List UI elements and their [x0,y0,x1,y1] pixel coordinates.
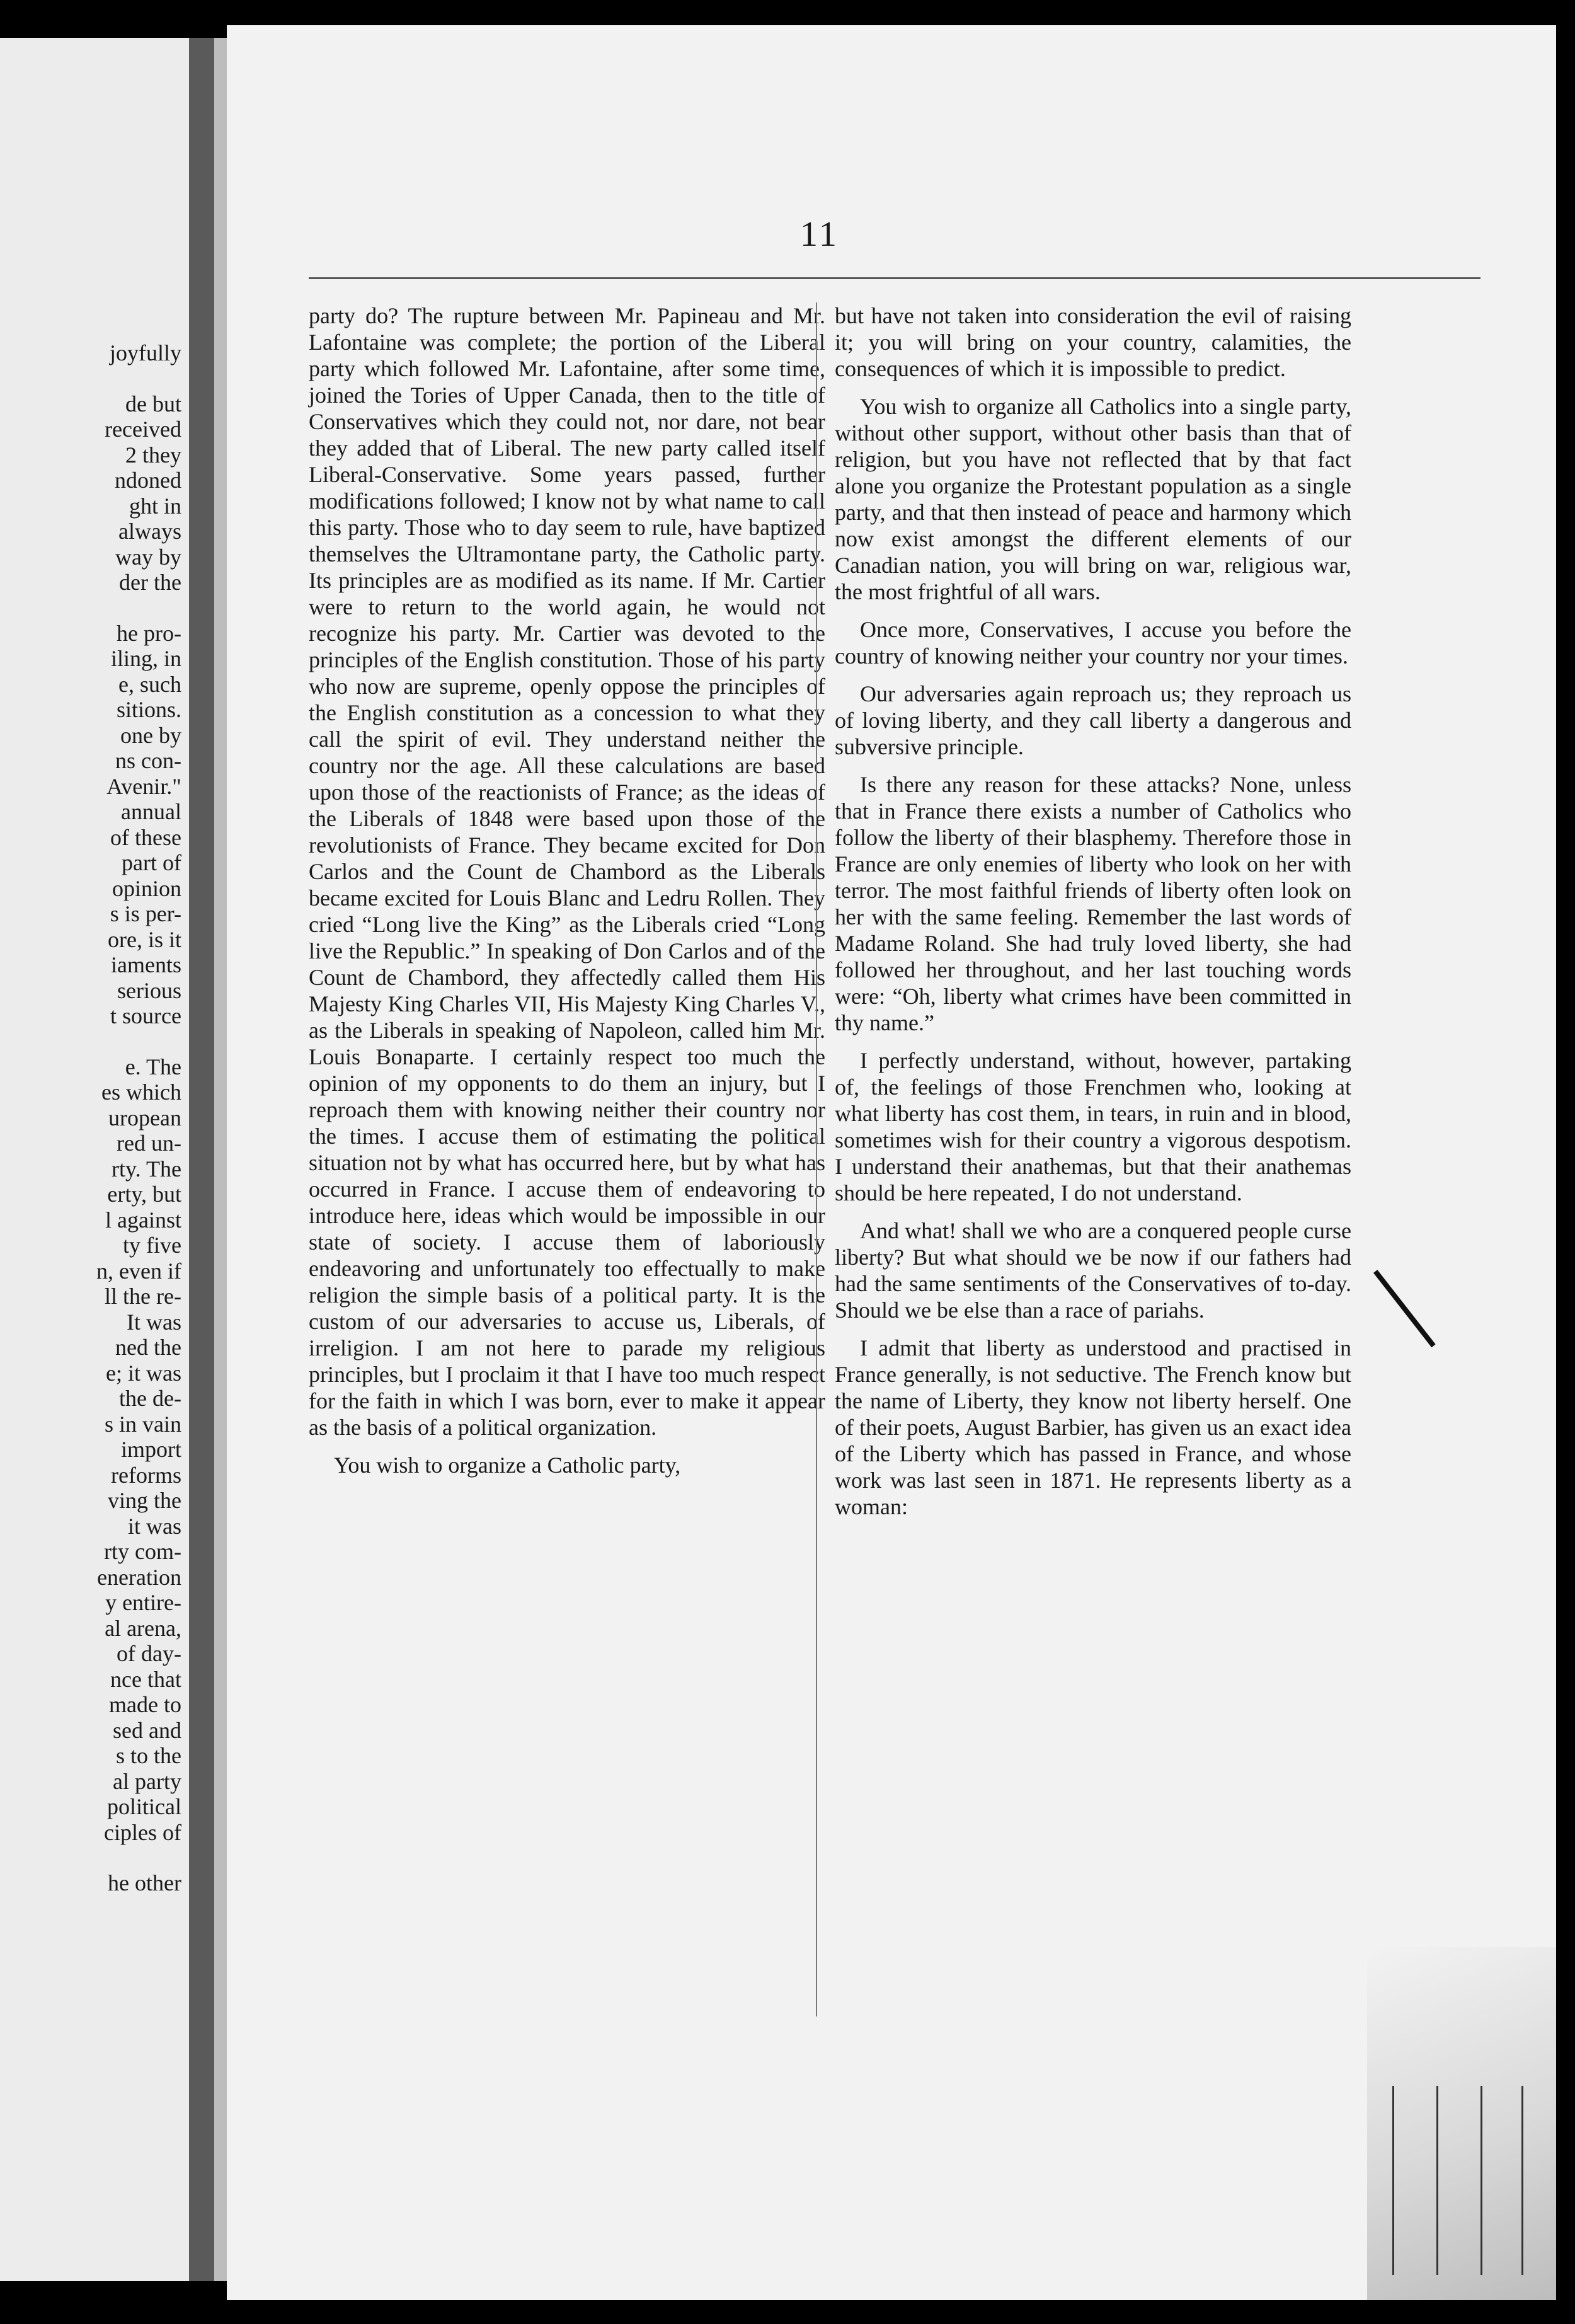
fragment-line: Avenir." [106,773,181,799]
fragment-line: of these [110,824,181,850]
fold-lines [1380,2086,1531,2275]
fragment-line: t source [110,1003,181,1028]
document-page [227,25,1556,2300]
fragment-line: y entire- [105,1590,181,1615]
fragment-line: al party [113,1768,181,1794]
fragment-line: eneration [97,1564,181,1590]
fragment-line: de but [125,391,181,417]
paragraph: You wish to organize a Catholic party, [334,1452,681,1478]
fragment-line: the de- [119,1386,181,1411]
fragment-line: ciples of [104,1819,181,1845]
fragment-line: der the [119,570,181,595]
fragment-line [0,1845,181,1870]
fragment-line: es which [101,1079,181,1105]
fragment-line: al arena, [105,1615,181,1641]
header-rule [309,277,1480,279]
fragment-line [0,366,181,391]
fragment-line: e; it was [106,1360,181,1386]
column-divider [816,302,817,2016]
fragment-line: ght in [129,493,181,519]
fragment-line: opinion [112,875,181,901]
fragment-line: 2 they [125,442,181,468]
paragraph: You wish to organize all Catholics into a single party, without other support, without other basis than that of religion, but you have not reflected that by that fact alone you organize the Protestant population as a single party, and that then instead of peace and harmony which now exist amongst the different elements of our Canadian nation, you will bring on war, religious war, the most frightful of all wars. [835,394,1351,604]
fragment-line: ving the [108,1488,181,1513]
fragment-line: sitions. [116,697,181,722]
fragment-line: s to the [116,1743,181,1768]
fragment-line: iling, in [110,646,181,671]
fragment-line: ned the [115,1335,181,1360]
fragment-line: ll the re- [105,1284,181,1309]
paragraph: I perfectly understand, without, however, partaking of, the feelings of those Frenchmen who, looking at what liberty has cost them, in tears, in ruin and in blood, sometimes wish for their country a vigorous despotism. I understand their anathemas, but that their anathemas should be here repeated, I do not understand. [835,1048,1351,1205]
left-column [309,302,825,1490]
fragment-line: rty. The [112,1156,181,1182]
fragment-line: uropean [108,1105,181,1130]
paragraph: party do? The rupture between Mr. Papineau and Mr. Lafontaine was complete; the portion of the Liberal party which followed Mr. Lafontaine, after some time, joined the Tories of Upper Canada, then to the title of Conservatives which they could not, nor dare, not bear they added that of Liberal. The new party called itself Liberal-Conservative. Some years passed, further modifications followed; I know not by what name to call this party. Those who to day seem to rule, have baptized themselves the Ultramontane party, the Catholic party. Its principles are as modified as its name. If Mr. Cartier were to return to the world again, he would not recognize his party. Mr. Cartier was devoted to the principles of the English constitution. Those of his party who now are supreme, openly oppose the principles of the English constitution as a concession to what they call the spirit of evil. They understand neither the country nor the age. All these calculations are based upon those of the reactionists of France; as the ideas of the Liberals of 1848 were based upon those of the revolutionists of France. They became excited for Don Carlos and the Count de Chambord as the Liberals became excited for Louis Blanc and Ledru Rollen. They cried “Long live the King” as the Liberals cried “Long live the Republic.” In speaking of Don Carlos and of the Count de Chambord, they affectedly called them His Majesty King Charles VII, His Majesty King Charles V., as the Liberals in speaking of Napoleon, called him Mr. Louis Bonaparte. I certainly respect too much the opinion of my opponents to do them an injury, but I reproach them with knowing neither their country nor the times. I accuse them of estimating the political situation not by what has occurred here, but by what has occurred in France. I accuse them of endeavoring to introduce here, ideas which would be impossible in our state of society. I accuse them of laboriously endeavoring and unfortunately too effectually to make religion the simple basis of a political party. It is the custom of our adversaries to accuse us, Liberals, of irreligion. I am not here to parade my religious principles, but I proclaim it that I have too much respect for the faith in which I was born, ever to make it appear as the basis of a political organization. [309,303,825,1440]
fragment-line: iaments [111,952,181,977]
fragment-line: reforms [111,1462,181,1488]
fragment-line: way by [115,544,181,570]
fragment-line: erty, but [107,1182,181,1207]
fragment-line: made to [109,1692,181,1717]
fragment-line: n, even if [96,1258,181,1284]
fragment-line: rty com- [104,1539,181,1564]
paragraph: Our adversaries again reproach us; they reproach us of loving liberty, and they call liberty a dangerous and subversive principle. [835,681,1351,759]
fragment-line: ndoned [115,468,181,493]
paragraph: And what! shall we who are a conquered people curse liberty? But what should we be now if our fathers had had the same sentiments of the Conservatives of to-day. Should we be else than a race of pariahs. [835,1218,1351,1323]
page-gutter [189,38,214,2281]
page-number: 11 [800,215,839,254]
fragment-line: received [105,417,181,442]
fragment-line: he other [108,1870,181,1895]
fragment-line: it was [128,1513,181,1539]
fragment-line: ty five [123,1233,181,1258]
fragment-line: s is per- [110,901,181,926]
paragraph: I admit that liberty as understood and practised in France generally, is not seductive. The French know but the name of Liberty, they know not liberty herself. One of their poets, August Barbier, has given us an exact idea of the Liberty which has passed in France, and whose work was last seen in 1871. He represents liberty as a woman: [835,1335,1351,1519]
fragment-line: sed and [113,1717,181,1743]
right-column [835,302,1351,1531]
paragraph: Is there any reason for these attacks? None, unless that in France there exists a number of Catholics who follow the liberty of their blasphemy. Therefore those in France are only enemies of liberty who look on her with terror. The most faithful friends of liberty often look on her with the same feeling. Remember the last words of Madame Roland. She had truly loved liberty, she had followed her throughout, and her last touching words were: “Oh, liberty what crimes have been committed in thy name.” [835,772,1351,1035]
previous-page-text [0,340,181,1896]
fragment-line: he pro- [117,620,181,646]
fragment-line: e. The [125,1054,181,1079]
page-gutter-edge [214,38,227,2281]
fragment-line: joyfully [110,340,181,365]
paragraph: but have not taken into consideration the evil of raising it; you will bring on your country, calamities, the consequences of which it is impossible to predict. [835,303,1351,381]
fragment-line: ns con- [115,748,181,773]
fragment-line: l against [105,1207,181,1233]
fragment-line [0,1029,181,1054]
fragment-line: ore, is it [108,926,181,952]
fragment-line: It was [127,1309,181,1335]
fragment-line: s in vain [105,1411,181,1437]
fragment-line: of day- [117,1641,181,1666]
paragraph: Once more, Conservatives, I accuse you before the country of knowing neither your country nor your times. [835,617,1351,669]
fragment-line: one by [120,722,181,748]
fragment-line: import [121,1437,181,1462]
fragment-line: political [107,1794,181,1819]
fragment-line: annual [121,799,181,824]
fragment-line: e, such [118,671,181,697]
fragment-line [0,595,181,621]
fragment-line: serious [117,977,181,1003]
folded-corner [1367,1947,1556,2300]
fragment-line: always [118,519,181,544]
fragment-line: red un- [117,1130,181,1156]
fragment-line: nce that [110,1666,181,1692]
previous-page-strip [0,38,189,2281]
fragment-line: part of [122,850,181,875]
